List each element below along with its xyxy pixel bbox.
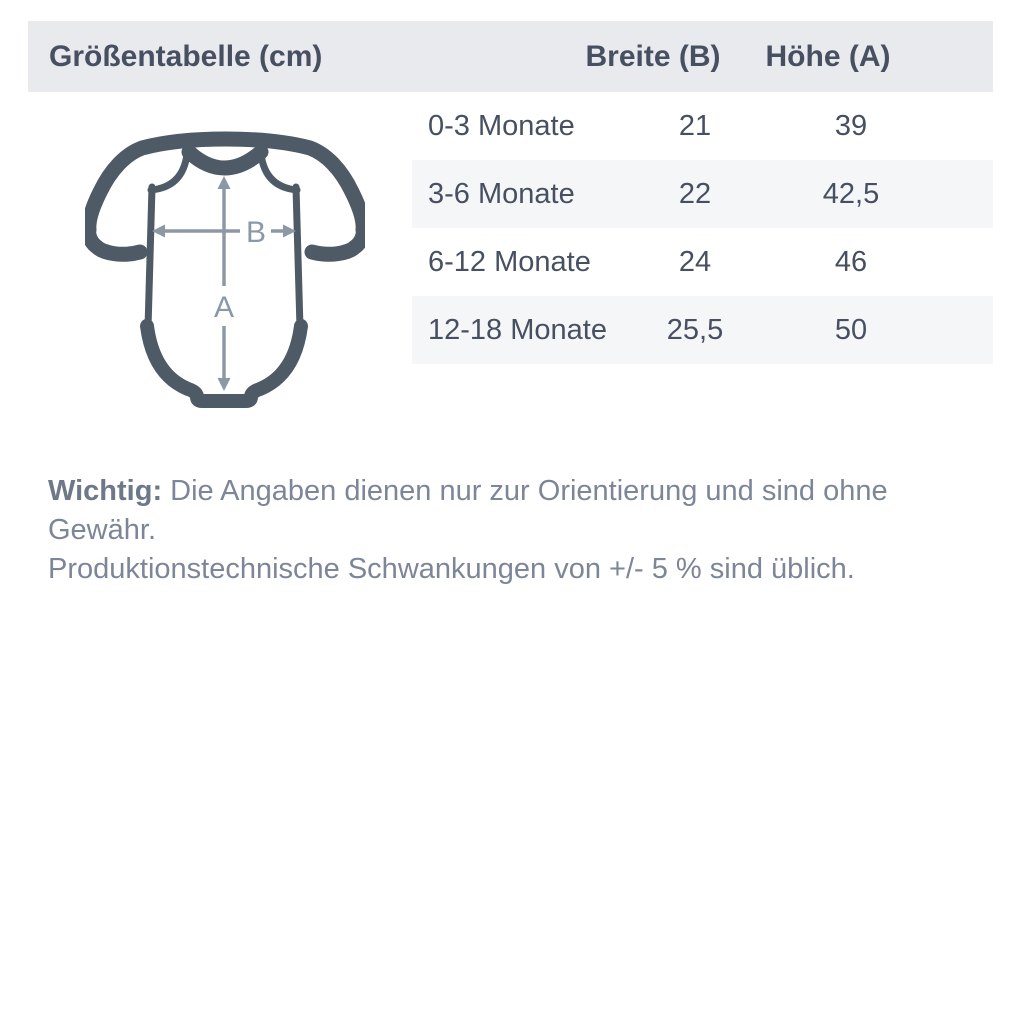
column-header-breite: Breite (B)	[585, 40, 721, 73]
baby-bodysuit-diagram	[85, 130, 365, 410]
table-row	[412, 92, 993, 160]
note-line2: Produktionstechnische Schwankungen von +/- 5 % sind üblich.	[48, 553, 855, 585]
table-row	[412, 228, 993, 296]
size-label: 0-3 Monate	[428, 109, 575, 142]
hoehe-value: 50	[834, 313, 868, 346]
page-title: Größentabelle (cm)	[49, 40, 323, 73]
size-label: 12-18 Monate	[428, 313, 607, 346]
table-header	[28, 21, 993, 92]
note-line1: Die Angaben dienen nur zur Orientierung und sind ohne Gewähr.	[48, 475, 888, 546]
height-arrow	[218, 176, 231, 391]
bodysuit-outline-icon	[89, 139, 363, 401]
hoehe-value: 39	[834, 109, 868, 142]
disclaimer-note	[48, 472, 993, 589]
table-row	[412, 296, 993, 364]
width-arrow-label: B	[245, 216, 267, 249]
height-arrow-label: A	[213, 291, 235, 324]
breite-value: 25,5	[666, 313, 724, 346]
note-label: Wichtig:	[48, 475, 163, 507]
size-table	[412, 92, 993, 364]
hoehe-value: 42,5	[822, 177, 880, 210]
breite-value: 22	[678, 177, 712, 210]
hoehe-value: 46	[834, 245, 868, 278]
size-label: 3-6 Monate	[428, 177, 575, 210]
breite-value: 24	[678, 245, 712, 278]
table-row	[412, 160, 993, 228]
breite-value: 21	[678, 109, 712, 142]
column-header-hoehe: Höhe (A)	[765, 40, 891, 73]
size-label: 6-12 Monate	[428, 245, 591, 278]
